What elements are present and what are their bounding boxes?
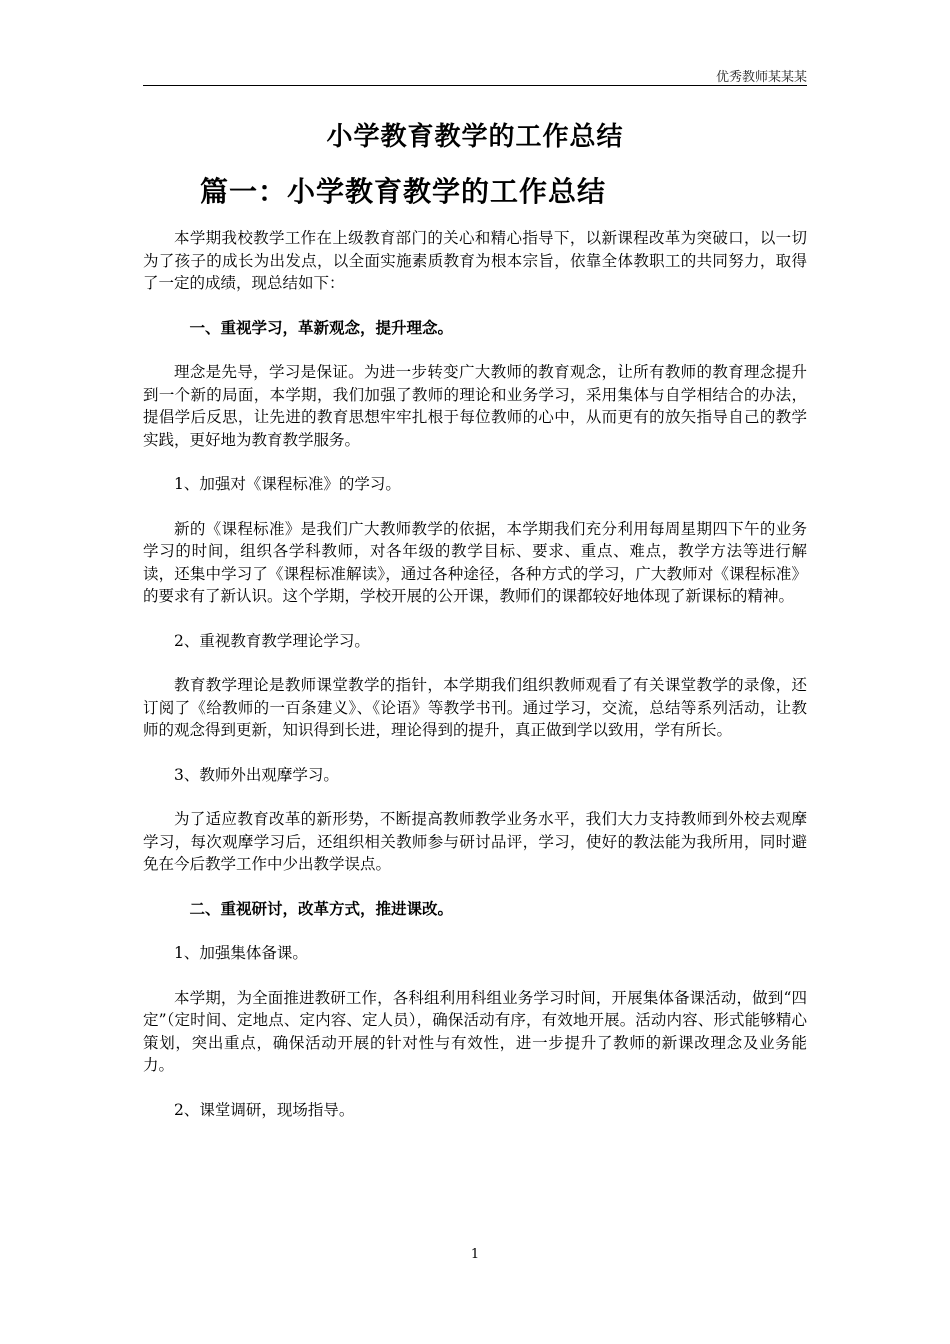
section-title: 篇一：小学教育教学的工作总结 — [200, 175, 607, 208]
body-paragraph: 理念是先导，学习是保证。为进一步转变广大教师的教育观念，让所有教师的教育理念提升到一个新的局面，本学期，我们加强了教师的理论和业务学习，采用集体与自学相结合的办法，提倡学后反思，让先进的教育思想牢牢扎根于每位教师的心中，从而更有的放矢指导自己的教学实践，更好地为教育教学服务。 — [143, 363, 807, 449]
subheading: 2、重视教育教学理论学习。 — [174, 631, 370, 650]
subheading: 2、课堂调研，现场指导。 — [174, 1100, 355, 1119]
heading-1: 一、重视学习，革新观念，提升理念。 — [189, 318, 454, 337]
document-body — [143, 227, 807, 1143]
body-paragraph: 新的《课程标准》是我们广大教师教学的依据，本学期我们充分利用每周星期四下午的业务学习的时间，组织各学科教师，对各年级的教学目标、要求、重点、难点，教学方法等进行解读，还集中学习了《课程标准解读》，通过各种途径，各种方式的学习，广大教师对《课程标准》的要求有了新认识。这个学期，学校开展的公开课，教师们的课都较好地体现了新课标的精神。 — [143, 519, 807, 605]
body-paragraph: 为了适应教育改革的新形势，不断提高教师教学业务水平，我们大力支持教师到外校去观摩学习，每次观摩学习后，还组织相关教师参与研讨品评，学习，使好的教法能为我所用，同时避免在今后教学工作中少出教学误点。 — [143, 810, 807, 873]
subheading: 3、教师外出观摩学习。 — [174, 765, 339, 784]
subheading: 1、加强集体备课。 — [174, 944, 308, 962]
body-paragraph: 本学期，为全面推进教研工作，各科组利用科组业务学习时间，开展集体备课活动，做到“四定”（定时间、定地点、定内容、定人员），确保活动有序，有效地开展。活动内容、形式能够精心策划，突出重点，确保活动开展的针对性与有效性，进一步提升了教师的新课改理念及业务能力。 — [143, 988, 807, 1074]
heading-2: 二、重视研讨，改革方式，推进课改。 — [189, 899, 454, 918]
document-title: 小学教育教学的工作总结 — [326, 122, 624, 152]
header-divider — [143, 85, 807, 86]
page-number: 1 — [470, 1247, 480, 1262]
intro-paragraph: 本学期我校教学工作在上级教育部门的关心和精心指导下，以新课程改革为突破口，以一切为了孩子的成长为出发点，以全面实施素质教育为根本宗旨，依靠全体教职工的共同努力，取得了一定的成绩，现总结如下： — [143, 229, 807, 292]
subheading: 1、加强对《课程标准》的学习。 — [174, 475, 401, 493]
body-paragraph: 教育教学理论是教师课堂教学的指针，本学期我们组织教师观看了有关课堂教学的录像，还订阅了《给教师的一百条建义》、《论语》等教学书刊。通过学习，交流，总结等系列活动，让教师的观念得到更新，知识得到长进，理论得到的提升，真正做到学以致用，学有所长。 — [143, 676, 807, 739]
page-header-author: 优秀教师某某某 — [715, 70, 807, 85]
